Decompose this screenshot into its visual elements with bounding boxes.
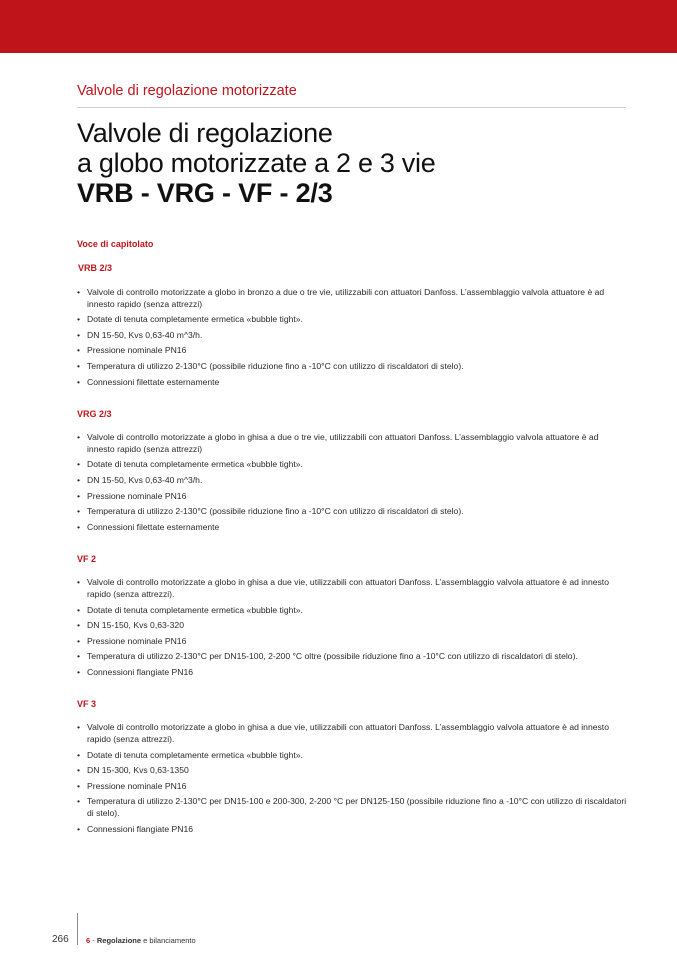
spec-content xyxy=(77,239,627,839)
list-item: • Dotate di tenuta completamente ermetica «bubble tight». xyxy=(77,604,303,615)
list-item: • Dotate di tenuta completamente ermetica «bubble tight». xyxy=(77,749,303,760)
list-item: • Valvole di controllo motorizzate a globo in bronzo a due o tre vie, utilizzabili con attuatori Danfoss. L’assemblaggio valvola attuatore è ad innesto rapido (senza attrezzi) xyxy=(77,287,605,309)
list-item: • Valvole di controllo motorizzate a globo in ghisa a due vie, utilizzabili con attuatori Danfoss. L’assemblaggio valvola attuatore è ad innesto rapido (senza attrezzi). xyxy=(77,577,609,599)
list-item: • Connessioni flangiate PN16 xyxy=(77,666,194,677)
section-label: VF 2 xyxy=(77,554,97,565)
header-divider xyxy=(77,107,626,108)
section-label: VRG 2/3 xyxy=(77,409,112,420)
title-line-2: a globo motorizzate a 2 e 3 vie xyxy=(77,148,436,178)
list-item: • Temperatura di utilizzo 2-130°C per DN15-100, 2-200 °C oltre (possibile riduzione fino a -10°C con utilizzo di riscaldatori di stelo). xyxy=(77,651,578,662)
bullet-list xyxy=(77,577,627,678)
chapter-separator: - xyxy=(92,936,95,945)
list-item: • DN 15-150, Kvs 0,63-320 xyxy=(77,620,184,631)
section-label: VRB 2/3 xyxy=(78,263,113,273)
section-header: Valvole di regolazione motorizzate xyxy=(77,83,297,99)
list-item: • Pressione nominale PN16 xyxy=(77,635,187,646)
title-line-1: Valvole di regolazione xyxy=(77,118,333,148)
title-bold-line: VRB - VRG - VF - 2/3 xyxy=(77,178,333,208)
chapter-number: 6 xyxy=(86,936,91,945)
bullet-list xyxy=(77,432,627,533)
list-item: • Pressione nominale PN16 xyxy=(77,780,187,791)
section-vrg xyxy=(77,409,627,533)
list-item: • Temperatura di utilizzo 2-130°C per DN15-100 e 200-300, 2-200 °C per DN125-150 (possibile riduzione fino a -10°C con utilizzo di riscaldatori di stelo). xyxy=(77,796,627,819)
bullet-list xyxy=(77,287,627,388)
list-item: • DN 15-50, Kvs 0,63-40 m^3/h. xyxy=(77,474,203,485)
list-item: • Connessioni filettate esternamente xyxy=(77,521,220,532)
list-item: • Pressione nominale PN16 xyxy=(77,490,187,501)
footer-divider xyxy=(77,913,78,945)
top-color-band xyxy=(0,0,677,53)
list-item: • DN 15-50, Kvs 0,63-40 m^3/h. xyxy=(77,329,203,340)
list-item: • Valvole di controllo motorizzate a globo in ghisa a due o tre vie, utilizzabili con attuatori Danfoss. L’assemblaggio valvola attuatore è ad innesto rapido (senza attrezzi) xyxy=(77,432,599,454)
list-item: • Dotate di tenuta completamente ermetica «bubble tight». xyxy=(77,459,303,470)
list-item: • Dotate di tenuta completamente ermetica «bubble tight». xyxy=(77,314,303,325)
list-item: • Valvole di controllo motorizzate a globo in ghisa a due vie, utilizzabili con attuatori Danfoss. L’assemblaggio valvola attuatore è ad innesto rapido (senza attrezzi). xyxy=(77,722,609,745)
list-item: • Connessioni flangiate PN16 xyxy=(77,823,194,834)
chapter-title-bold: Regolazione xyxy=(96,936,142,945)
chapter-title-rest: e bilanciamento xyxy=(143,936,196,945)
page-number: 266 xyxy=(52,934,69,945)
list-item: • Temperatura di utilizzo 2-130°C (possibile riduzione fino a -10°C con utilizzo di riscaldatori di stelo). xyxy=(77,360,464,371)
section-vrb xyxy=(77,263,627,388)
list-item: • Temperatura di utilizzo 2-130°C (possibile riduzione fino a -10°C con utilizzo di riscaldatori di stelo). xyxy=(77,506,464,517)
footer-chapter xyxy=(86,936,196,945)
list-item: • Connessioni filettate esternamente xyxy=(77,376,220,387)
list-item: • DN 15-300, Kvs 0,63-1350 xyxy=(77,765,189,776)
bullet-list xyxy=(77,722,627,835)
list-item: • Pressione nominale PN16 xyxy=(77,345,187,356)
section-vf3 xyxy=(77,699,627,835)
page-title xyxy=(77,118,435,208)
section-vf2 xyxy=(77,554,627,678)
section-label: VF 3 xyxy=(77,699,97,710)
voce-heading: Voce di capitolato xyxy=(77,239,154,249)
